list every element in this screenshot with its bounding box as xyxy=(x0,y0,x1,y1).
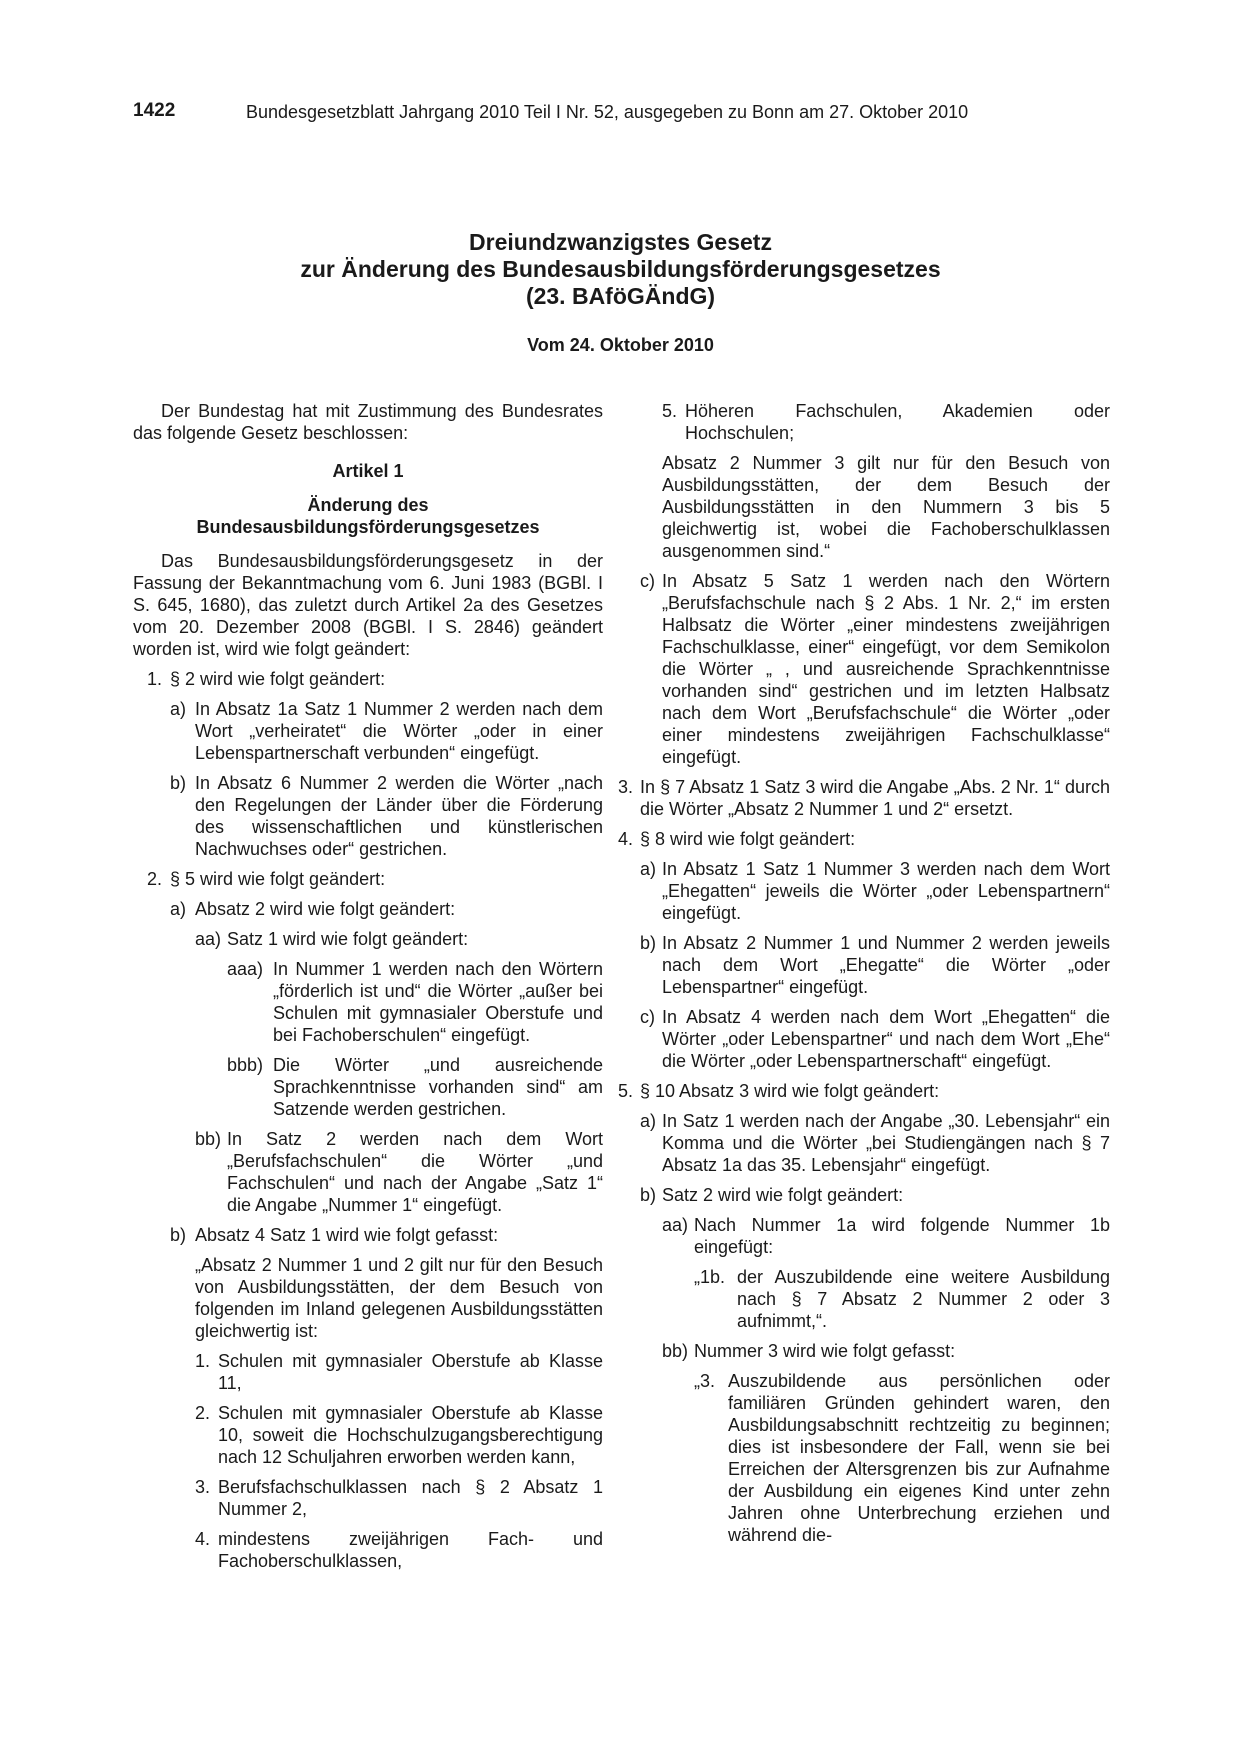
title-line-1: Dreiundzwanzigstes Gesetz xyxy=(469,229,772,255)
left-column xyxy=(133,400,603,1580)
list-item: aa) Satz 1 wird wie folgt geändert: xyxy=(195,929,469,949)
list-item: 2. § 5 wird wie folgt geändert: xyxy=(147,869,386,889)
law-date: Vom 24. Oktober 2010 xyxy=(527,335,714,355)
article-subheading-2: Bundesausbildungsförderungsgesetzes xyxy=(196,517,540,537)
intro-paragraph: Das Bundesausbildungsförderungsgesetz in der Fassung der Bekanntmachung vom 6. Juni 1983 (BGBl. I S. 645, 1680), das zuletzt durch Artikel 2a des Gesetzes vom 20. Dezember 2008 (BGBl. I S. 2846) geändert worden ist, wird wie folgt geändert: xyxy=(133,551,603,659)
list-item: 5. Höheren Fachschulen, Akademien oder Hochschulen; xyxy=(662,401,1110,443)
list-item: b) Satz 2 wird wie folgt geändert: xyxy=(640,1185,904,1205)
list-item: c) In Absatz 5 Satz 1 werden nach den Wörtern „Berufsfachschule nach § 2 Abs. 1 Nr. 2,“ im ersten Halbsatz die Wörter „einer mindestens zweijährigen Fachschulklasse, einer“ eingefügt, vor dem Semikolon die Wörter „ , und ausreichende Sprachkenntnisse vorhanden sind“ gestrichen und im letzten Halbsatz nach dem Wort „Berufsfachschule“ die Wörter „oder einer mindestens zweijährigen Fachschulklasse“ eingefügt. xyxy=(640,571,1110,767)
title-line-3: (23. BAföGÄndG) xyxy=(525,283,716,309)
list-item: 3. Berufsfachschulklassen nach § 2 Absatz 1 Nummer 2, xyxy=(195,1477,603,1519)
list-item: b) Absatz 4 Satz 1 wird wie folgt gefasst: xyxy=(170,1225,499,1245)
list-item: aa) Nach Nummer 1a wird folgende Nummer 1b eingefügt: xyxy=(662,1215,1110,1257)
list-item: „1b. der Auszubildende eine weitere Ausbildung nach § 7 Absatz 2 Nummer 2 oder 3 aufnimmt,“. xyxy=(694,1267,1110,1331)
list-item: bb) Nummer 3 wird wie folgt gefasst: xyxy=(662,1341,956,1361)
page-header xyxy=(133,100,1013,124)
article-subheading-1: Änderung des xyxy=(307,495,429,515)
list-item: „3. Auszubildende aus persönlichen oder familiären Gründen gehindert waren, den Ausbildungsabschnitt rechtzeitig zu beginnen; dies ist insbesondere der Fall, wenn sie bei Erreichen der Altersgrenzen bis zur Aufnahme der Ausbildung ein eigenes Kind unter zehn Jahren ohne Unterbrechung erziehen und während die- xyxy=(694,1371,1110,1545)
list-item: a) In Absatz 1a Satz 1 Nummer 2 werden nach dem Wort „verheiratet“ die Wörter „oder in einer Lebenspartnerschaft verbunden“ eingefügt. xyxy=(170,699,603,763)
page-number: 1422 xyxy=(133,100,176,121)
list-item: a) In Absatz 1 Satz 1 Nummer 3 werden nach dem Wort „Ehegatten“ jeweils die Wörter „oder Lebenspartnern“ eingefügt. xyxy=(640,859,1110,923)
list-item: bbb) Die Wörter „und ausreichende Sprachkenntnisse vorhanden sind“ am Satzende werden gestrichen. xyxy=(227,1055,603,1119)
preamble: Der Bundestag hat mit Zustimmung des Bundesrates das folgende Gesetz beschlossen: xyxy=(133,401,603,443)
list-item: 3. In § 7 Absatz 1 Satz 3 wird die Angabe „Abs. 2 Nr. 1“ durch die Wörter „Absatz 2 Nummer 1 und 2“ ersetzt. xyxy=(618,777,1110,819)
article-heading: Artikel 1 xyxy=(332,461,404,481)
list-item: a) In Satz 1 werden nach der Angabe „30. Lebensjahr“ ein Komma und die Wörter „bei Studiengängen nach § 7 Absatz 1a das 35. Lebensjahr“ eingefügt. xyxy=(640,1111,1110,1175)
list-item: 1. Schulen mit gymnasialer Oberstufe ab Klasse 11, xyxy=(195,1351,603,1393)
list-item: 4. mindestens zweijährigen Fach- und Fachoberschulklassen, xyxy=(195,1529,603,1571)
list-item: 4. § 8 wird wie folgt geändert: xyxy=(618,829,856,849)
document-title xyxy=(133,229,1108,310)
quoted-text: „Absatz 2 Nummer 1 und 2 gilt nur für den Besuch von Ausbildungsstätten, der dem Besuch von folgenden im Inland gelegenen Ausbildungsstätten gleichwertig ist: xyxy=(195,1255,603,1341)
list-item: a) Absatz 2 wird wie folgt geändert: xyxy=(170,899,456,919)
list-item: c) In Absatz 4 werden nach dem Wort „Ehegatten“ die Wörter „oder Lebenspartner“ und nach dem Wort „Ehe“ die Wörter „oder Lebenspartnerschaft“ eingefügt. xyxy=(640,1007,1110,1071)
list-item: 2. Schulen mit gymnasialer Oberstufe ab Klasse 10, soweit die Hochschulzugangsberechtigung nach 12 Schuljahren erworben werden kann, xyxy=(195,1403,603,1467)
title-line-2: zur Änderung des Bundesausbildungsförderungsgesetzes xyxy=(300,256,941,282)
list-item: 5. § 10 Absatz 3 wird wie folgt geändert: xyxy=(618,1081,940,1101)
list-item: aaa) In Nummer 1 werden nach den Wörtern „förderlich ist und“ die Wörter „außer bei Schulen mit gymnasialer Oberstufe und bei Fachoberschulen“ eingefügt. xyxy=(227,959,603,1045)
quoted-text: Absatz 2 Nummer 3 gilt nur für den Besuch von Ausbildungsstätten, der dem Besuch der Ausbildungsstätten in den Nummern 3 bis 5 gleichwertig ist, wobei die Fachoberschulklassen ausgenommen sind.“ xyxy=(662,453,1110,561)
list-item: 1. § 2 wird wie folgt geändert: xyxy=(147,669,386,689)
list-item: bb) In Satz 2 werden nach dem Wort „Berufsfachschulen“ die Wörter „und Fachschulen“ und nach der Angabe „Satz 1“ die Angabe „Nummer 1“ eingefügt. xyxy=(195,1129,603,1215)
list-item: b) In Absatz 2 Nummer 1 und Nummer 2 werden jeweils nach dem Wort „Ehegatte“ die Wörter „oder Lebenspartner“ eingefügt. xyxy=(640,933,1110,997)
running-header: Bundesgesetzblatt Jahrgang 2010 Teil I Nr. 52, ausgegeben zu Bonn am 27. Oktober 2010 xyxy=(246,102,969,122)
list-item: b) In Absatz 6 Nummer 2 werden die Wörter „nach den Regelungen der Länder über die Förderung des wissenschaftlichen und künstlerischen Nachwuchses oder“ gestrichen. xyxy=(170,773,603,859)
right-column xyxy=(618,400,1110,1554)
